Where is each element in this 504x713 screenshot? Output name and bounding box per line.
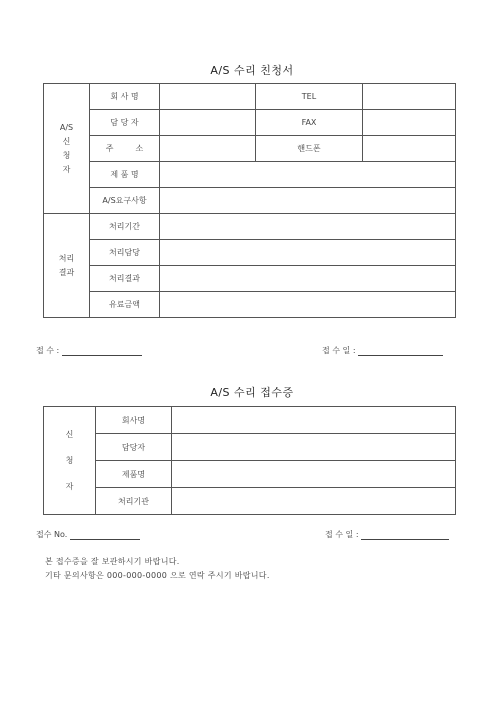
receipt-contact-field[interactable] [172,434,456,461]
receipt-number-line [36,529,140,540]
processing-period-label: 처리기간 [90,214,160,240]
processing-handler-label: 처리담당 [90,240,160,266]
applicant-section-label: A/S 신 청 자 [44,84,90,214]
contact-person-label: 담 당 자 [90,110,160,136]
receipt-date-line [322,345,443,356]
as-request-label: A/S요구사항 [90,188,160,214]
receipt-contact-label: 담당자 [96,434,172,461]
receipt-product-field[interactable] [172,461,456,488]
address-label: 주 소 [90,136,160,162]
paid-amount-field[interactable] [160,292,456,318]
receipt-company-label: 회사명 [96,407,172,434]
fax-field[interactable] [363,110,456,136]
contact-person-field[interactable] [160,110,256,136]
result-section-label: 처리 결과 [44,214,90,318]
receipt2-date-label: 접 수 일 : [325,530,359,539]
receipt-product-label: 제품명 [96,461,172,488]
tel-field[interactable] [363,84,456,110]
receipt-agency-field[interactable] [172,488,456,515]
as-receipt-table [43,406,456,515]
as-request-table [43,83,456,318]
product-name-label: 제 품 명 [90,162,160,188]
receipt-agency-label: 처리기관 [96,488,172,515]
form1-title: A/S 수리 친청서 [210,64,294,77]
receiver-field[interactable] [62,346,142,356]
receipt2-date-field[interactable] [361,530,449,540]
as-request-field[interactable] [160,188,456,214]
fax-label: FAX [256,110,363,136]
receipt-company-field[interactable] [172,407,456,434]
tel-label: TEL [256,84,363,110]
receipt-applicant-label: 신 청 자 [44,407,96,515]
product-name-field[interactable] [160,162,456,188]
processing-result-field[interactable] [160,266,456,292]
paid-amount-label: 유료금액 [90,292,160,318]
company-name-field[interactable] [160,84,256,110]
receipt-date-label: 접 수 일 : [322,346,356,355]
receiver-label: 접 수 : [36,346,60,355]
processing-handler-field[interactable] [160,240,456,266]
form2-title: A/S 수리 접수증 [210,386,294,399]
company-name-label: 회 사 명 [90,84,160,110]
processing-result-label: 처리결과 [90,266,160,292]
notice-contact: 기타 문의사항은 000-000-0000 으로 연락 주시기 바랍니다. [45,571,270,580]
receipt2-date-line [325,529,449,540]
processing-period-field[interactable] [160,214,456,240]
receipt-number-field[interactable] [70,530,140,540]
receiver-line [36,345,142,356]
mobile-field[interactable] [363,136,456,162]
receipt-date-field[interactable] [358,346,443,356]
notice-keep-receipt: 본 접수증을 잘 보관하시기 바랍니다. [45,557,180,566]
receipt-number-label: 접수 No. [36,530,68,539]
mobile-label: 핸드폰 [256,136,363,162]
address-field[interactable] [160,136,256,162]
